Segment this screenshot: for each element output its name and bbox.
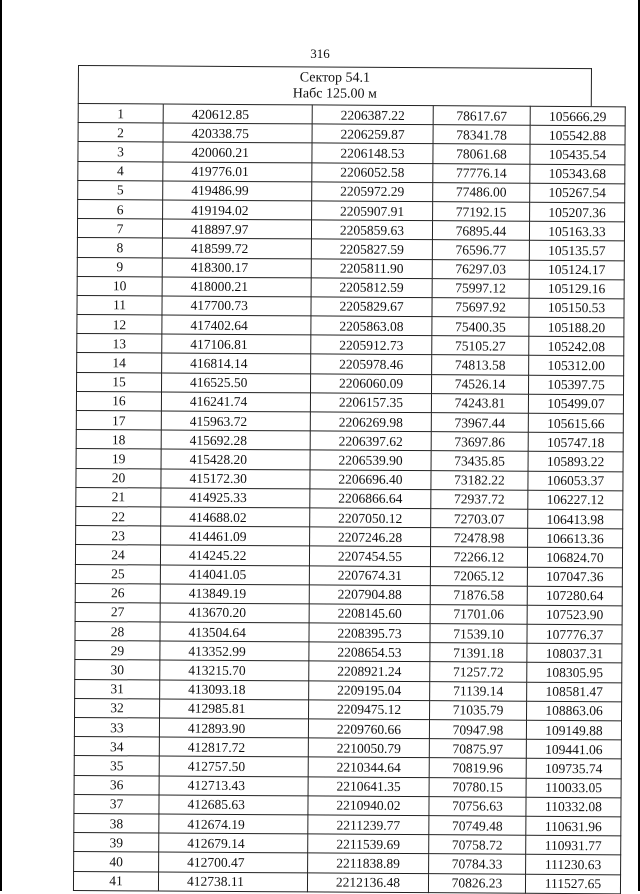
x-coordinate-cell: 413215.70 [160,660,309,680]
y-coordinate-cell: 2210344.64 [308,757,429,777]
local-y-cell: 105129.16 [529,279,624,299]
coordinates-table-container [73,65,607,894]
local-x-cell: 77486.00 [433,182,530,202]
sector-header [78,65,592,106]
row-number-cell: 32 [75,698,160,718]
row-number-cell: 18 [76,430,161,450]
local-y-cell: 105343.68 [530,164,625,184]
x-coordinate-cell: 412685.63 [159,795,308,815]
row-number-cell: 31 [75,679,160,699]
x-coordinate-cell: 412817.72 [159,737,308,757]
local-x-cell: 72478.98 [431,528,528,548]
x-coordinate-cell: 414925.33 [161,488,310,508]
x-coordinate-cell: 414041.05 [160,565,309,585]
local-y-cell: 105207.36 [530,202,625,222]
local-y-cell: 105435.54 [530,145,625,165]
local-y-cell: 106227.12 [528,490,623,510]
y-coordinate-cell: 2208921.24 [309,661,430,681]
local-y-cell: 111230.63 [526,855,621,875]
row-number-cell: 36 [74,775,159,795]
row-number-cell: 35 [74,756,159,776]
row-number-cell: 4 [78,161,163,181]
local-x-cell: 71257.72 [430,662,527,682]
sector-height-label: Набс 125.00 м [292,86,377,102]
local-y-cell: 110631.96 [526,816,621,836]
local-y-cell: 105242.08 [529,337,624,357]
y-coordinate-cell: 2206696.40 [310,469,431,489]
x-coordinate-cell: 418300.17 [162,258,311,278]
local-x-cell: 70758.72 [429,835,526,855]
x-coordinate-cell: 416525.50 [162,373,311,393]
y-coordinate-cell: 2205859.63 [311,220,432,240]
local-x-cell: 73697.86 [431,432,528,452]
x-coordinate-cell: 412713.43 [159,776,308,796]
y-coordinate-cell: 2207904.88 [309,585,430,605]
page-number: 316 [310,46,330,61]
local-y-cell: 106053.37 [528,471,623,491]
local-x-cell: 73182.22 [431,470,528,490]
row-number-cell: 41 [73,871,158,891]
y-coordinate-cell: 2205811.90 [311,258,432,278]
local-x-cell: 78617.67 [433,106,530,126]
local-x-cell: 74526.14 [432,374,529,394]
local-x-cell: 77192.15 [433,202,530,222]
y-coordinate-cell: 2208654.53 [309,642,430,662]
row-number-cell: 1 [78,104,163,124]
row-number-cell: 34 [74,737,159,757]
row-number-cell: 6 [78,199,163,219]
x-coordinate-cell: 417402.64 [162,315,311,335]
x-coordinate-cell: 414461.09 [161,526,310,546]
y-coordinate-cell: 2209475.12 [309,700,430,720]
local-y-cell: 105499.07 [528,394,623,414]
x-coordinate-cell: 413352.99 [160,641,309,661]
local-x-cell: 70875.97 [429,739,526,759]
local-y-cell: 105188.20 [529,317,624,337]
y-coordinate-cell: 2206157.35 [310,393,431,413]
x-coordinate-cell: 420060.21 [163,142,312,162]
y-coordinate-cell: 2212136.48 [307,872,428,892]
y-coordinate-cell: 2205972.29 [312,182,433,202]
local-x-cell: 71876.58 [430,585,527,605]
local-y-cell: 106824.70 [527,548,622,568]
row-number-cell: 5 [78,180,163,200]
local-x-cell: 75697.92 [432,298,529,318]
local-y-cell: 105397.75 [528,375,623,395]
local-x-cell: 74813.58 [432,355,529,375]
local-x-cell: 75997.12 [432,278,529,298]
local-x-cell: 72703.07 [431,509,528,529]
y-coordinate-cell: 2205912.73 [311,335,432,355]
x-coordinate-cell: 412700.47 [159,852,308,872]
row-number-cell: 2 [78,123,163,143]
row-number-cell: 19 [76,449,161,469]
local-x-cell: 70784.33 [429,854,526,874]
y-coordinate-cell: 2206397.62 [310,431,431,451]
y-coordinate-cell: 2211539.69 [308,834,429,854]
y-coordinate-cell: 2206866.64 [310,489,431,509]
local-y-cell: 105135.57 [529,241,624,261]
y-coordinate-cell: 2209195.04 [309,681,430,701]
local-y-cell: 109149.88 [526,720,621,740]
y-coordinate-cell: 2205829.67 [311,297,432,317]
local-x-cell: 71539.10 [430,624,527,644]
y-coordinate-cell: 2206539.90 [310,450,431,470]
x-coordinate-cell: 412757.50 [159,756,308,776]
local-y-cell: 105150.53 [529,298,624,318]
table-row [73,871,620,894]
local-x-cell: 78341.78 [433,125,530,145]
row-number-cell: 33 [74,717,159,737]
y-coordinate-cell: 2207246.28 [310,527,431,547]
y-coordinate-cell: 2209760.66 [308,719,429,739]
row-number-cell: 40 [74,852,159,872]
sector-title: Сектор 54.1 [299,70,371,86]
y-coordinate-cell: 2206052.58 [312,162,433,182]
local-y-cell: 108863.06 [527,701,622,721]
x-coordinate-cell: 418000.21 [162,277,311,297]
local-x-cell: 76297.03 [432,259,529,279]
local-y-cell: 111527.65 [525,874,620,894]
local-y-cell: 105747.18 [528,432,623,452]
row-number-cell: 22 [76,506,161,526]
x-coordinate-cell: 412893.90 [159,718,308,738]
local-x-cell: 71391.18 [430,643,527,663]
row-number-cell: 17 [76,410,161,430]
local-x-cell: 72266.12 [430,547,527,567]
x-coordinate-cell: 415692.28 [161,430,310,450]
x-coordinate-cell: 419194.02 [163,200,312,220]
local-y-cell: 105615.66 [528,413,623,433]
y-coordinate-cell: 2210050.79 [308,738,429,758]
local-y-cell: 105312.00 [529,356,624,376]
y-coordinate-cell: 2211838.89 [308,853,429,873]
row-number-cell: 20 [76,468,161,488]
local-y-cell: 105124.17 [529,260,624,280]
x-coordinate-cell: 415428.20 [161,449,310,469]
local-x-cell: 78061.68 [433,144,530,164]
y-coordinate-cell: 2205827.59 [311,239,432,259]
local-x-cell: 76895.44 [432,221,529,241]
local-x-cell: 70756.63 [429,796,526,816]
x-coordinate-cell: 420338.75 [163,123,312,143]
x-coordinate-cell: 418897.97 [162,219,311,239]
local-y-cell: 106613.36 [528,528,623,548]
row-number-cell: 21 [76,487,161,507]
y-coordinate-cell: 2208145.60 [309,604,430,624]
local-x-cell: 72937.72 [431,489,528,509]
row-number-cell: 15 [77,372,162,392]
x-coordinate-cell: 417106.81 [162,334,311,354]
y-coordinate-cell: 2206269.98 [310,412,431,432]
local-y-cell: 109735.74 [526,759,621,779]
row-number-cell: 39 [74,833,159,853]
local-x-cell: 70780.15 [429,777,526,797]
row-number-cell: 10 [77,276,162,296]
local-x-cell: 73967.44 [431,413,528,433]
local-x-cell: 70826.23 [428,873,525,893]
x-coordinate-cell: 414245.22 [160,545,309,565]
y-coordinate-cell: 2205907.91 [312,201,433,221]
local-y-cell: 109441.06 [526,739,621,759]
y-coordinate-cell: 2207050.12 [310,508,431,528]
local-y-cell: 108581.47 [527,682,622,702]
local-x-cell: 76596.77 [432,240,529,260]
x-coordinate-cell: 417700.73 [162,296,311,316]
x-coordinate-cell: 412985.81 [160,699,309,719]
y-coordinate-cell: 2206259.87 [312,124,433,144]
local-x-cell: 71035.79 [430,700,527,720]
coordinates-table-body [73,104,625,894]
local-y-cell: 110033.05 [526,778,621,798]
x-coordinate-cell: 412738.11 [158,872,307,892]
coordinates-table [73,103,626,894]
local-x-cell: 74243.81 [431,393,528,413]
row-number-cell: 38 [74,813,159,833]
x-coordinate-cell: 414688.02 [161,507,310,527]
y-coordinate-cell: 2210641.35 [308,776,429,796]
local-x-cell: 70947.98 [429,720,526,740]
row-number-cell: 29 [75,641,160,661]
x-coordinate-cell: 412674.19 [159,814,308,834]
y-coordinate-cell: 2206148.53 [312,143,433,163]
x-coordinate-cell: 416814.14 [162,353,311,373]
local-x-cell: 71139.14 [430,681,527,701]
y-coordinate-cell: 2205863.08 [311,316,432,336]
y-coordinate-cell: 2207454.55 [309,546,430,566]
row-number-cell: 24 [75,545,160,565]
y-coordinate-cell: 2206387.22 [312,105,433,125]
local-x-cell: 70819.96 [429,758,526,778]
y-coordinate-cell: 2205978.46 [311,354,432,374]
local-y-cell: 107776.37 [527,624,622,644]
row-number-cell: 28 [75,622,160,642]
y-coordinate-cell: 2210940.02 [308,796,429,816]
x-coordinate-cell: 418599.72 [162,238,311,258]
row-number-cell: 7 [77,219,162,239]
row-number-cell: 11 [77,295,162,315]
row-number-cell: 26 [75,583,160,603]
local-y-cell: 107280.64 [527,586,622,606]
row-number-cell: 25 [75,564,160,584]
row-number-cell: 9 [77,257,162,277]
x-coordinate-cell: 416241.74 [161,392,310,412]
row-number-cell: 3 [78,142,163,162]
scan-border-left [0,0,2,891]
local-x-cell: 73435.85 [431,451,528,471]
y-coordinate-cell: 2205812.59 [311,278,432,298]
x-coordinate-cell: 420612.85 [163,104,312,124]
x-coordinate-cell: 415963.72 [161,411,310,431]
x-coordinate-cell: 413093.18 [160,680,309,700]
x-coordinate-cell: 412679.14 [159,833,308,853]
local-x-cell: 75400.35 [432,317,529,337]
row-number-cell: 37 [74,794,159,814]
row-number-cell: 23 [76,526,161,546]
row-number-cell: 13 [77,334,162,354]
local-y-cell: 110332.08 [526,797,621,817]
local-y-cell: 105893.22 [528,452,623,472]
local-y-cell: 105666.29 [530,106,625,126]
local-y-cell: 106413.98 [528,509,623,529]
local-y-cell: 108305.95 [527,663,622,683]
local-y-cell: 108037.31 [527,644,622,664]
row-number-cell: 30 [75,660,160,680]
row-number-cell: 8 [77,238,162,258]
x-coordinate-cell: 419486.99 [163,181,312,201]
local-x-cell: 77776.14 [433,163,530,183]
local-x-cell: 70749.48 [429,816,526,836]
x-coordinate-cell: 415172.30 [161,469,310,489]
y-coordinate-cell: 2206060.09 [311,374,432,394]
x-coordinate-cell: 419776.01 [163,162,312,182]
row-number-cell: 12 [77,315,162,335]
y-coordinate-cell: 2207674.31 [309,565,430,585]
row-number-cell: 16 [76,391,161,411]
local-y-cell: 105163.33 [529,221,624,241]
local-y-cell: 107047.36 [527,567,622,587]
x-coordinate-cell: 413670.20 [160,603,309,623]
x-coordinate-cell: 413849.19 [160,584,309,604]
y-coordinate-cell: 2208395.73 [309,623,430,643]
local-y-cell: 105542.88 [530,125,625,145]
local-x-cell: 75105.27 [432,336,529,356]
row-number-cell: 14 [77,353,162,373]
local-x-cell: 71701.06 [430,605,527,625]
local-x-cell: 72065.12 [430,566,527,586]
local-y-cell: 110931.77 [526,835,621,855]
local-y-cell: 105267.54 [530,183,625,203]
local-y-cell: 107523.90 [527,605,622,625]
y-coordinate-cell: 2211239.77 [308,815,429,835]
row-number-cell: 27 [75,602,160,622]
x-coordinate-cell: 413504.64 [160,622,309,642]
